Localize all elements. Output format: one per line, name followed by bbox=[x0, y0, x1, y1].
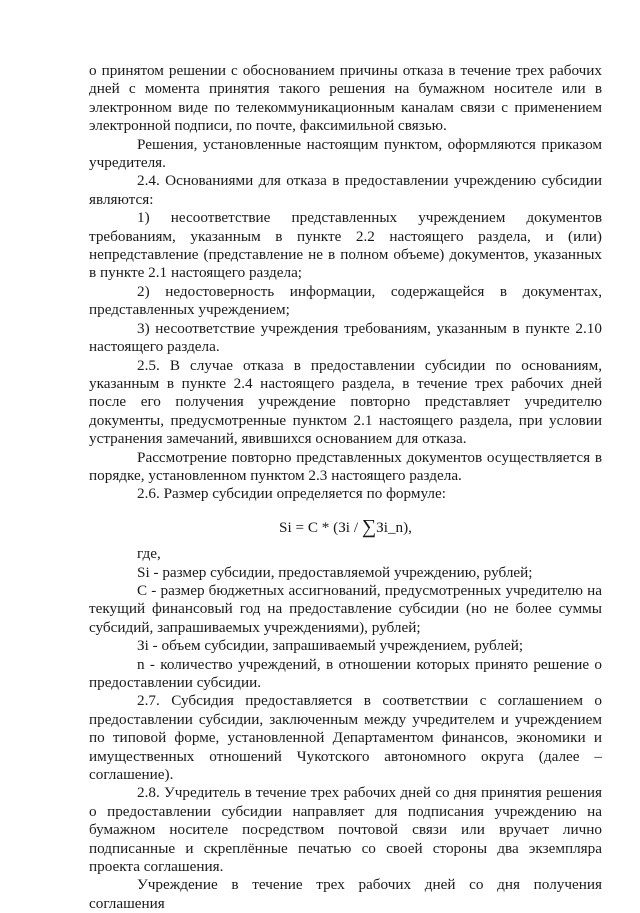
paragraph: n - количество учреждений, в отношении которых принято решение о предоставлении субсидии. bbox=[89, 655, 602, 691]
formula-right: Зi_n), bbox=[376, 518, 412, 536]
paragraph: 2.6. Размер субсидии определяется по формуле: bbox=[137, 485, 446, 503]
paragraph: 1) несоответствие представленных учреждением документов требованиям, указанным в пункте 2.2 настоящего раздела, и (или) непредставление (представление не в полном объеме) документов, указанных в пункте 2.1 настоящего раздела; bbox=[89, 209, 602, 282]
paragraph: о принятом решении с обоснованием причины отказа в течение трех рабочих дней с момента принятия такого решения на бумажном носителе или в электронном виде по телекоммуникационным каналам связи с применением электронной подписи, по почте, факсимильной связью. bbox=[89, 62, 602, 135]
paragraph: 2) недостоверность информации, содержащейся в документах, представленных учреждением; bbox=[89, 282, 602, 319]
paragraph: Решения, установленные настоящим пунктом, оформляются приказом учредителя. bbox=[89, 135, 602, 172]
paragraph: Рассмотрение повторно представленных документов осуществляется в порядке, установленном пунктом 2.3 настоящего раздела. bbox=[89, 448, 602, 484]
sigma-symbol: ∑ bbox=[361, 515, 377, 538]
body-text-top bbox=[89, 62, 602, 504]
paragraph: Учреждение в течение трех рабочих дней со дня получения соглашения bbox=[89, 876, 602, 912]
paragraph: 2.8. Учредитель в течение трех рабочих дней со дня принятия решения о предоставлении субсидии направляет для подписания учреждению на бумажном носителе посредством почтовой связи или вручает лично подписанные и скреплённые печатью со своей стороны два экземпляра проекта соглашения. bbox=[89, 784, 602, 876]
paragraph: Si - размер субсидии, предоставляемой учреждению, рублей; bbox=[137, 563, 533, 581]
paragraph: 2.7. Субсидия предоставляется в соответствии с соглашением о предоставлении субсидии, заключенным между учредителем и учреждением по типовой форме, установленной Департаментом финансов, экономики и имущественных отношений Чукотского автономного округа (далее – соглашение). bbox=[89, 692, 602, 784]
body-text-bottom bbox=[89, 545, 602, 913]
paragraph: 2.5. В случае отказа в предоставлении субсидии по основаниям, указанным в пункте 2.4 настоящего раздела, в течение трех рабочих дней после его получения учреждение повторно представляет учредителю документы, предусмотренные пунктом 2.1 настоящего раздела, при условии устранения замечаний, явившихся основанием для отказа. bbox=[89, 356, 602, 448]
paragraph: где, bbox=[137, 545, 161, 563]
paragraph: 2.4. Основаниями для отказа в предоставлении учреждению субсидии являются: bbox=[89, 172, 602, 208]
paragraph: C - размер бюджетных ассигнований, предусмотренных учредителю на текущий финансовый год на предоставление субсидии (но не более суммы субсидий, запрашиваемых учреждениями), рублей; bbox=[89, 581, 602, 636]
paragraph: 3) несоответствие учреждения требованиям, указанным в пункте 2.10 настоящего раздела. bbox=[89, 319, 602, 356]
paragraph: Зi - объем субсидии, запрашиваемый учреждением, рублей; bbox=[137, 637, 524, 655]
subsidy-formula bbox=[89, 515, 602, 538]
formula-left: Si = C * (Зi / bbox=[279, 518, 362, 536]
